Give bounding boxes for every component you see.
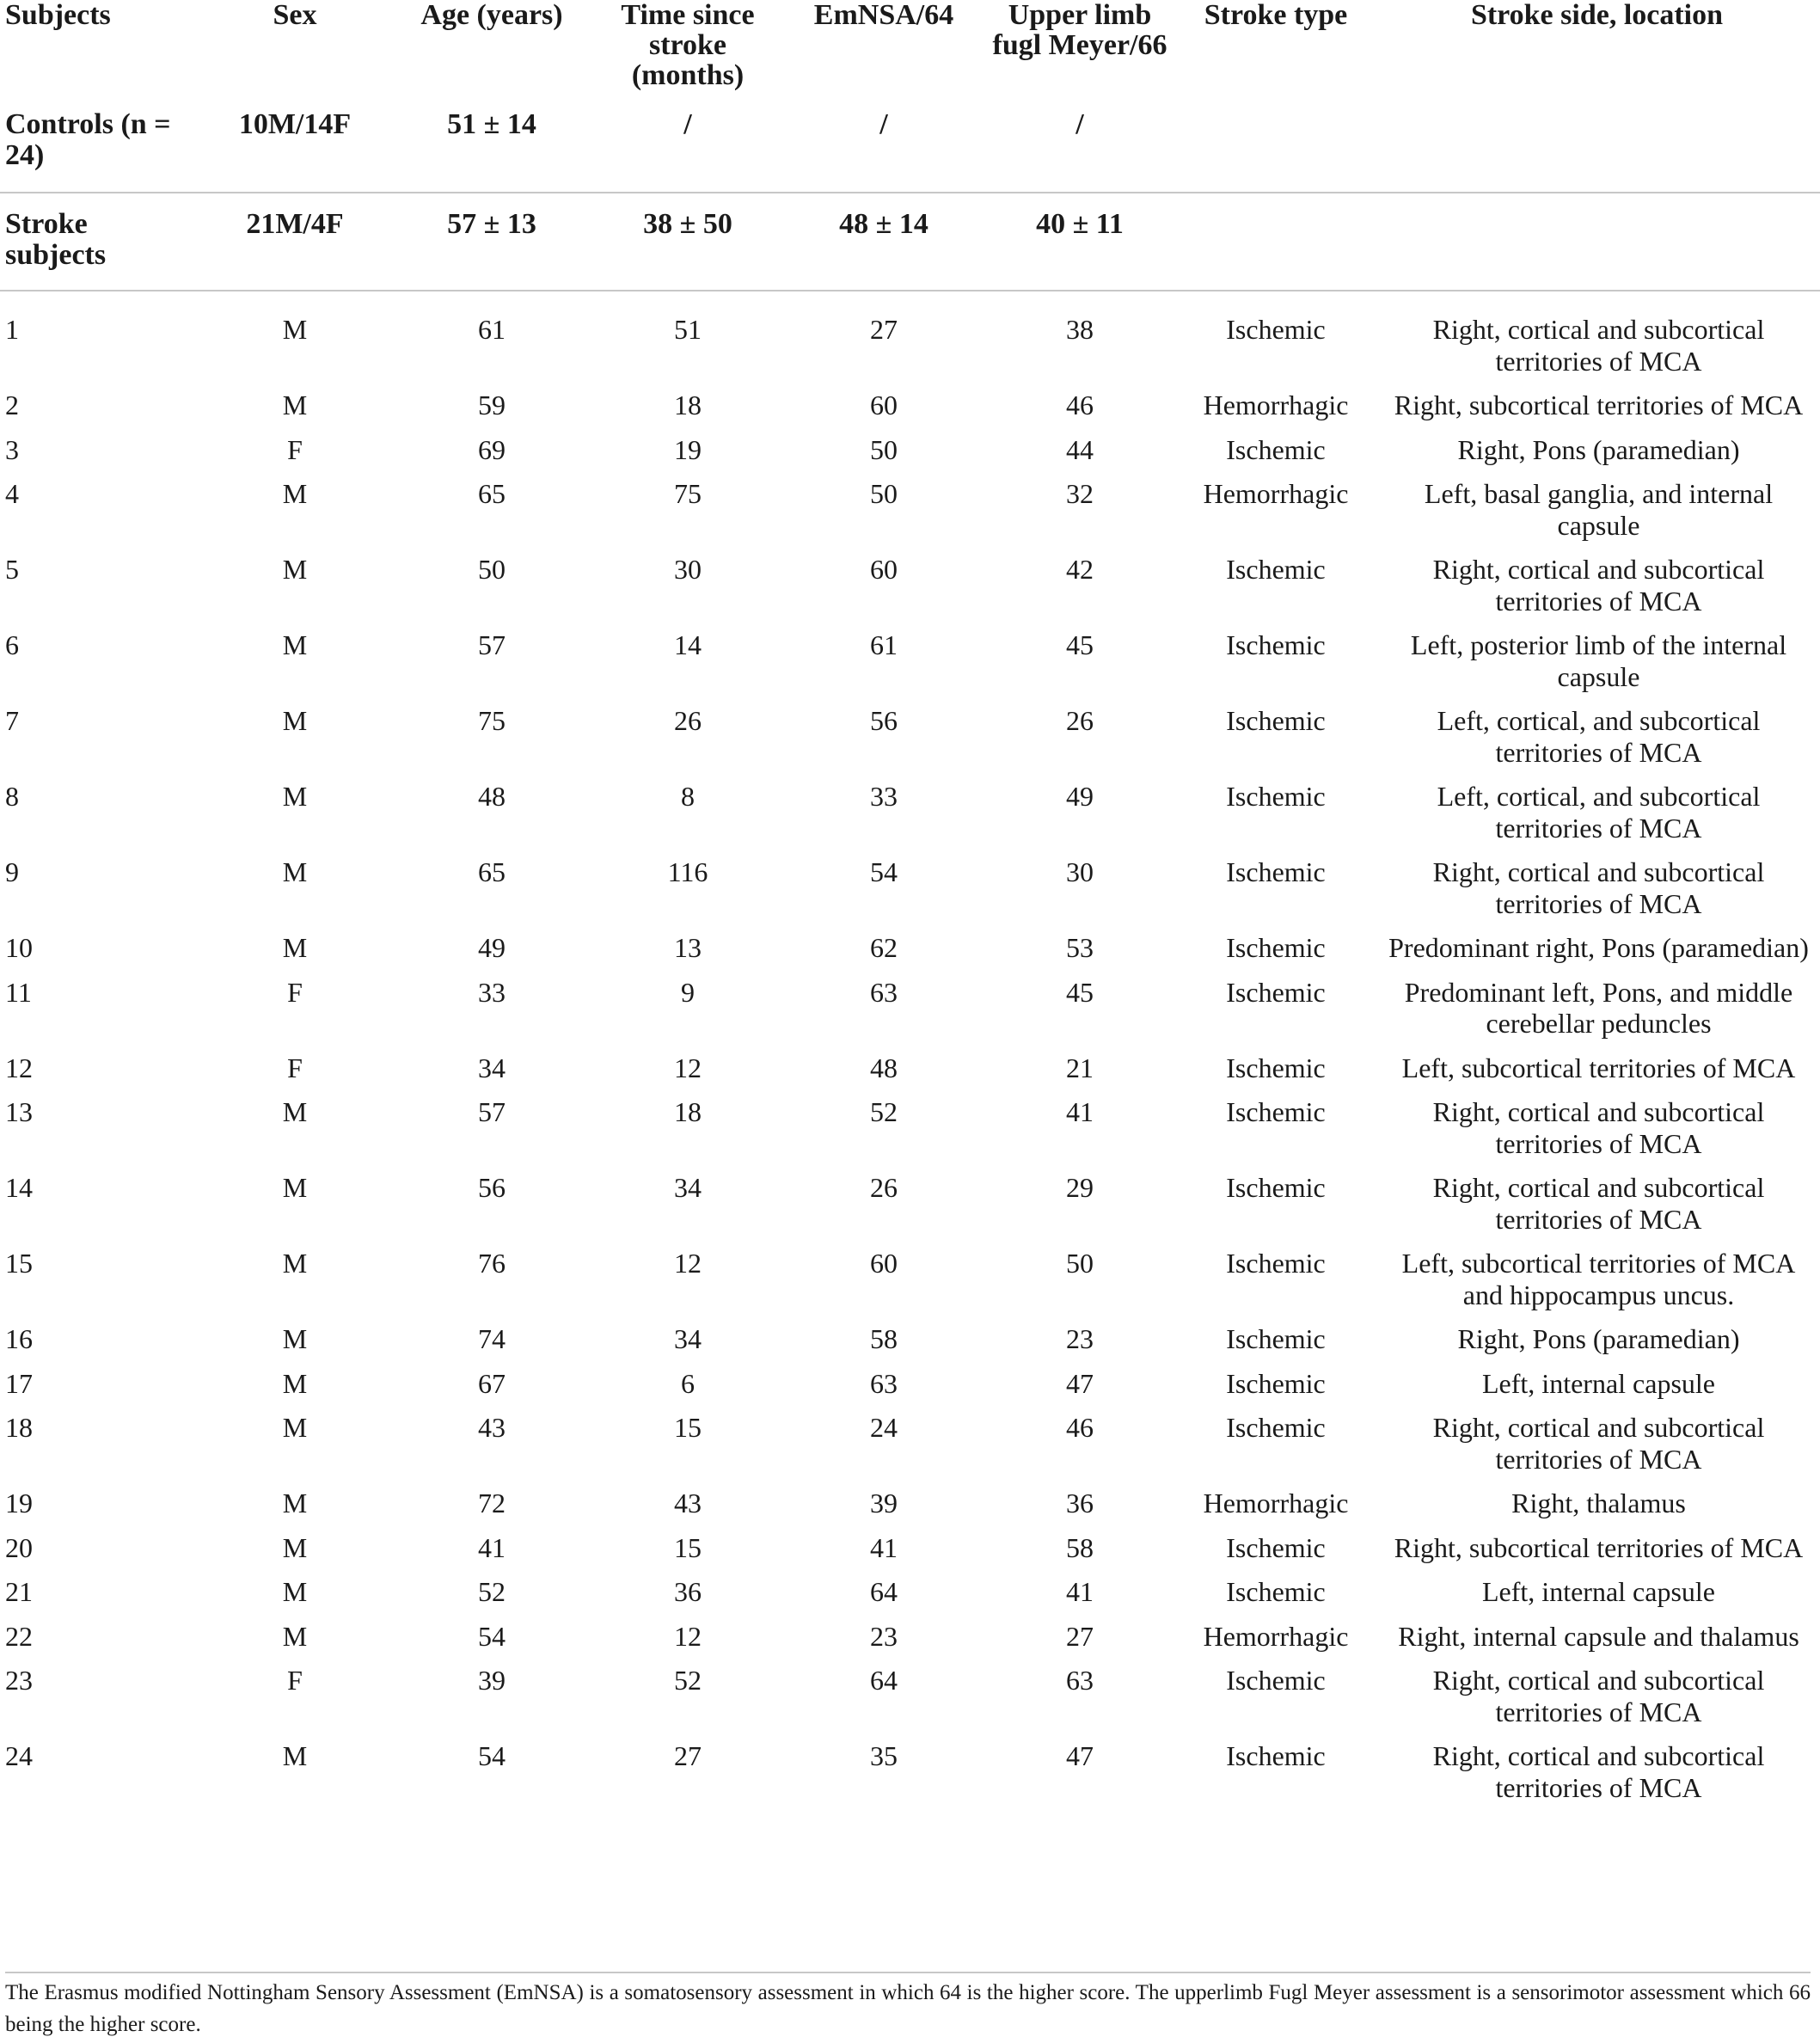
cell-subject: 21 — [5, 1576, 33, 1607]
table-row — [0, 856, 1820, 932]
cell-age: 56 — [478, 1172, 506, 1203]
controls-stroke-location — [1374, 97, 1820, 193]
cell-emnsa: 50 — [870, 478, 898, 509]
cell-sex: M — [282, 478, 308, 509]
cell-stroke-type: Ischemic — [1226, 932, 1326, 963]
cell-emnsa: 23 — [870, 1620, 898, 1652]
cell-stroke-type: Ischemic — [1226, 856, 1326, 887]
cell-age: 39 — [478, 1665, 506, 1696]
cell-subject: 4 — [5, 478, 19, 509]
cell-emnsa: 27 — [786, 291, 982, 390]
cell-emnsa: 54 — [870, 856, 898, 887]
cell-fugl-meyer: 45 — [1066, 976, 1094, 1008]
cell-sex: M — [282, 1740, 308, 1771]
cell-sex: F — [287, 1052, 303, 1083]
controls-fugl-meyer: / — [1075, 108, 1084, 140]
cell-subject: 23 — [5, 1665, 33, 1696]
cell-subject: 20 — [5, 1531, 33, 1563]
cell-sex: M — [282, 1367, 308, 1399]
controls-emnsa: / — [879, 108, 888, 140]
cell-time-since-stroke: 6 — [681, 1367, 695, 1399]
cell-stroke-location: Right, cortical and subcortical territories of MCA — [1432, 1172, 1765, 1235]
cell-subject: 16 — [5, 1323, 33, 1354]
cell-time-since-stroke: 27 — [674, 1740, 702, 1771]
cell-age: 75 — [478, 705, 506, 736]
cell-emnsa: 62 — [870, 932, 898, 963]
cell-stroke-location: Right, Pons (paramedian) — [1457, 1323, 1740, 1354]
cell-time-since-stroke: 18 — [674, 1096, 702, 1127]
summary-rows — [0, 97, 1820, 291]
cell-age: 54 — [478, 1740, 506, 1771]
table-row — [0, 977, 1820, 1052]
cell-fugl-meyer: 42 — [1066, 554, 1094, 585]
controls-age: 51 ± 14 — [447, 108, 536, 140]
table-header — [0, 0, 1820, 97]
cell-subject: 17 — [5, 1367, 33, 1399]
cell-stroke-location: Left, posterior limb of the internal capsule — [1410, 629, 1787, 692]
cell-time-since-stroke: 12 — [674, 1620, 702, 1652]
cell-stroke-location: Right, subcortical territories of MCA — [1394, 1531, 1804, 1563]
cell-stroke-location: Predominant left, Pons, and middle cerebellar peduncles — [1404, 976, 1793, 1039]
cell-emnsa: 24 — [870, 1412, 898, 1443]
cell-fugl-meyer: 46 — [1066, 1412, 1094, 1443]
cell-emnsa: 60 — [870, 554, 898, 585]
stroke-subjects-emnsa: 48 ± 14 — [786, 193, 982, 291]
controls-stroke-type — [1178, 97, 1374, 193]
cell-time-since-stroke: 14 — [674, 629, 702, 660]
cell-age: 57 — [478, 629, 506, 660]
stroke-subjects-stroke-location — [1374, 193, 1820, 291]
cell-stroke-location: Left, basal ganglia, and internal capsule — [1424, 478, 1774, 541]
cell-stroke-type: Ischemic — [1226, 1665, 1326, 1696]
cell-fugl-meyer: 41 — [1066, 1576, 1094, 1607]
stroke-subjects-fugl-meyer: 40 ± 11 — [982, 193, 1178, 291]
cell-stroke-type: Ischemic — [1226, 1172, 1326, 1203]
table-row — [0, 1740, 1820, 1820]
table-row — [0, 1665, 1820, 1740]
header-row — [0, 0, 1820, 97]
cell-emnsa: 48 — [870, 1052, 898, 1083]
cell-age: 59 — [478, 390, 506, 420]
cell-emnsa: 52 — [870, 1096, 898, 1127]
table-row — [0, 1052, 1820, 1097]
cell-sex: M — [282, 1412, 308, 1443]
table-row — [0, 705, 1820, 781]
cell-emnsa: 63 — [870, 976, 898, 1008]
header-age: Age (years) — [420, 0, 563, 31]
cell-stroke-location: Right, cortical and subcortical territories of MCA — [1432, 1412, 1765, 1475]
cell-fugl-meyer: 41 — [1066, 1096, 1094, 1127]
cell-stroke-location: Left, cortical, and subcortical territories of MCA — [1437, 781, 1761, 844]
cell-age: 74 — [478, 1323, 506, 1354]
cell-stroke-location: Right, cortical and subcortical territories of MCA — [1432, 1740, 1765, 1803]
cell-fugl-meyer: 53 — [1066, 932, 1094, 963]
subject-rows — [0, 291, 1820, 1820]
table-row — [0, 629, 1820, 705]
cell-stroke-location: Right, subcortical territories of MCA — [1394, 390, 1804, 420]
cell-fugl-meyer: 27 — [1066, 1620, 1094, 1652]
cell-stroke-location: Right, cortical and subcortical territories of MCA — [1432, 554, 1765, 617]
cell-emnsa: 33 — [870, 781, 898, 812]
cell-emnsa: 41 — [870, 1531, 898, 1563]
cell-sex: M — [282, 1248, 308, 1279]
cell-time-since-stroke: 34 — [674, 1172, 702, 1203]
cell-stroke-type: Ischemic — [1178, 291, 1374, 390]
cell-time-since-stroke: 75 — [674, 478, 702, 509]
cell-time-since-stroke: 43 — [674, 1488, 702, 1518]
cell-stroke-location: Left, subcortical territories of MCA and hippocampus uncus. — [1401, 1248, 1796, 1310]
cell-stroke-type: Ischemic — [1226, 629, 1326, 660]
cell-stroke-location: Left, internal capsule — [1482, 1367, 1715, 1399]
cell-age: 49 — [478, 932, 506, 963]
cell-stroke-location: Predominant right, Pons (paramedian) — [1388, 932, 1809, 963]
stroke-subjects-row — [0, 193, 1820, 291]
cell-emnsa: 63 — [870, 1367, 898, 1399]
cell-fugl-meyer: 23 — [1066, 1323, 1094, 1354]
cell-subject: 6 — [5, 629, 19, 660]
cell-sex: F — [287, 1665, 303, 1696]
table-row — [0, 390, 1820, 434]
table-row — [0, 1621, 1820, 1666]
table-row — [0, 1576, 1820, 1621]
table-row — [0, 1368, 1820, 1413]
cell-stroke-type: Ischemic — [1226, 1412, 1326, 1443]
cell-subject: 9 — [5, 856, 19, 887]
table-row — [0, 434, 1820, 479]
cell-stroke-type: Ischemic — [1226, 1740, 1326, 1771]
cell-subject: 12 — [5, 1052, 33, 1083]
cell-sex: M — [282, 932, 308, 963]
header-stroke-type: Stroke type — [1204, 0, 1348, 31]
cell-subject: 3 — [5, 433, 19, 465]
table-row — [0, 1172, 1820, 1248]
cell-time-since-stroke: 30 — [674, 554, 702, 585]
cell-time-since-stroke: 12 — [674, 1248, 702, 1279]
table-row — [0, 1412, 1820, 1488]
cell-time-since-stroke: 52 — [674, 1665, 702, 1696]
cell-age: 52 — [478, 1576, 506, 1607]
cell-stroke-type: Hemorrhagic — [1203, 390, 1349, 420]
table-row — [0, 1323, 1820, 1368]
cell-emnsa: 60 — [870, 390, 898, 420]
controls-time-since-stroke: / — [683, 108, 692, 140]
cell-subject: 19 — [5, 1488, 33, 1518]
table-row — [0, 291, 1820, 390]
header-subject: Subjects — [5, 0, 111, 31]
cell-stroke-type: Hemorrhagic — [1203, 1488, 1349, 1518]
table-row — [0, 478, 1820, 554]
controls-subject: Controls (n = 24) — [5, 108, 171, 171]
controls-row — [0, 97, 1820, 193]
cell-age: 72 — [478, 1488, 506, 1518]
cell-stroke-type: Ischemic — [1226, 1576, 1326, 1607]
cell-subject: 22 — [5, 1620, 33, 1652]
cell-emnsa: 64 — [870, 1665, 898, 1696]
cell-sex: M — [282, 1172, 308, 1203]
cell-age: 65 — [478, 856, 506, 887]
cell-time-since-stroke: 9 — [681, 976, 695, 1008]
cell-subject: 13 — [5, 1096, 33, 1127]
cell-sex: M — [282, 1576, 308, 1607]
cell-age: 41 — [478, 1531, 506, 1563]
cell-age: 67 — [478, 1367, 506, 1399]
cell-time-since-stroke: 8 — [681, 781, 695, 812]
cell-stroke-location: Left, subcortical territories of MCA — [1401, 1052, 1796, 1083]
cell-emnsa: 61 — [870, 629, 898, 660]
stroke-subjects-age: 57 ± 13 — [394, 193, 590, 291]
cell-emnsa: 56 — [870, 705, 898, 736]
cell-emnsa: 35 — [870, 1740, 898, 1771]
table-row — [0, 1096, 1820, 1172]
cell-stroke-type: Hemorrhagic — [1203, 478, 1349, 509]
cell-stroke-location: Right, cortical and subcortical territories of MCA — [1432, 856, 1765, 919]
cell-stroke-location: Right, Pons (paramedian) — [1457, 433, 1740, 465]
cell-age: 48 — [478, 781, 506, 812]
cell-age: 65 — [478, 478, 506, 509]
cell-age: 43 — [478, 1412, 506, 1443]
cell-emnsa: 64 — [870, 1576, 898, 1607]
cell-sex: M — [282, 1323, 308, 1354]
table-row — [0, 932, 1820, 977]
cell-sex: F — [287, 433, 303, 465]
cell-stroke-type: Ischemic — [1226, 1052, 1326, 1083]
cell-stroke-location: Right, cortical and subcortical territories of MCA — [1374, 291, 1820, 390]
header-time-since-stroke: Time since stroke (months) — [621, 0, 755, 91]
cell-sex: M — [282, 781, 308, 812]
cell-subject: 24 — [5, 1740, 33, 1771]
cell-subject: 18 — [5, 1412, 33, 1443]
cell-subject: 14 — [5, 1172, 33, 1203]
cell-subject: 7 — [5, 705, 19, 736]
cell-fugl-meyer: 26 — [1066, 705, 1094, 736]
cell-subject: 5 — [5, 554, 19, 585]
cell-fugl-meyer: 32 — [1066, 478, 1094, 509]
cell-fugl-meyer: 46 — [1066, 390, 1094, 420]
cell-age: 76 — [478, 1248, 506, 1279]
cell-age: 54 — [478, 1620, 506, 1652]
cell-age: 57 — [478, 1096, 506, 1127]
cell-stroke-location: Right, cortical and subcortical territories of MCA — [1432, 1096, 1765, 1159]
cell-sex: F — [287, 976, 303, 1008]
header-fugl-meyer: Upper limb fugl Meyer/66 — [992, 0, 1167, 61]
cell-stroke-type: Ischemic — [1226, 554, 1326, 585]
cell-fugl-meyer: 44 — [1066, 433, 1094, 465]
cell-emnsa: 39 — [870, 1488, 898, 1518]
cell-stroke-type: Ischemic — [1226, 1248, 1326, 1279]
cell-stroke-type: Ischemic — [1226, 433, 1326, 465]
cell-fugl-meyer: 63 — [1066, 1665, 1094, 1696]
cell-stroke-location: Right, internal capsule and thalamus — [1398, 1620, 1799, 1652]
controls-sex: 10M/14F — [238, 108, 352, 140]
cell-time-since-stroke: 15 — [674, 1531, 702, 1563]
cell-emnsa: 50 — [870, 433, 898, 465]
table-row — [0, 1488, 1820, 1532]
table-row — [0, 554, 1820, 629]
cell-sex: M — [282, 1620, 308, 1652]
cell-fugl-meyer: 30 — [1066, 856, 1094, 887]
cell-stroke-type: Ischemic — [1226, 1531, 1326, 1563]
cell-sex: M — [282, 1531, 308, 1563]
cell-emnsa: 58 — [870, 1323, 898, 1354]
cell-fugl-meyer: 21 — [1066, 1052, 1094, 1083]
cell-fugl-meyer: 50 — [1066, 1248, 1094, 1279]
cell-emnsa: 60 — [870, 1248, 898, 1279]
table-row — [0, 1248, 1820, 1323]
cell-time-since-stroke: 26 — [674, 705, 702, 736]
cell-stroke-type: Ischemic — [1226, 705, 1326, 736]
cell-sex: M — [282, 705, 308, 736]
cell-fugl-meyer: 38 — [982, 291, 1178, 390]
cell-fugl-meyer: 45 — [1066, 629, 1094, 660]
cell-emnsa: 26 — [870, 1172, 898, 1203]
cell-stroke-type: Ischemic — [1226, 781, 1326, 812]
table-footnote: The Erasmus modified Nottingham Sensory Assessment (EmNSA) is a somatosensory assessment in which 64 is the higher score. The upperlimb Fugl Meyer assessment is a sensorimotor assessment which 66 being the higher score. — [5, 1972, 1811, 2040]
cell-fugl-meyer: 36 — [1066, 1488, 1094, 1518]
cell-sex: M — [282, 1096, 308, 1127]
cell-fugl-meyer: 49 — [1066, 781, 1094, 812]
cell-subject: 10 — [5, 932, 33, 963]
cell-sex: M — [196, 291, 394, 390]
cell-stroke-type: Hemorrhagic — [1203, 1620, 1349, 1652]
cell-subject: 2 — [5, 390, 19, 420]
cell-time-since-stroke: 12 — [674, 1052, 702, 1083]
cell-fugl-meyer: 47 — [1066, 1367, 1094, 1399]
cell-age: 34 — [478, 1052, 506, 1083]
cell-age: 61 — [394, 291, 590, 390]
cell-time-since-stroke: 13 — [674, 932, 702, 963]
header-stroke-location: Stroke side, location — [1470, 0, 1724, 31]
cell-subject: 15 — [5, 1248, 33, 1279]
cell-subject: 11 — [5, 976, 32, 1008]
cell-subject: 1 — [0, 291, 196, 390]
cell-time-since-stroke: 36 — [674, 1576, 702, 1607]
cell-stroke-location: Right, cortical and subcortical territories of MCA — [1432, 1665, 1765, 1727]
cell-stroke-location: Left, internal capsule — [1482, 1576, 1715, 1607]
cell-stroke-location: Right, thalamus — [1511, 1488, 1686, 1518]
cell-sex: M — [282, 629, 308, 660]
header-sex: Sex — [273, 0, 317, 31]
cell-fugl-meyer: 47 — [1066, 1740, 1094, 1771]
cell-sex: M — [282, 390, 308, 420]
table-row — [0, 781, 1820, 856]
table-row — [0, 1532, 1820, 1577]
cell-fugl-meyer: 29 — [1066, 1172, 1094, 1203]
cell-age: 33 — [478, 976, 506, 1008]
cell-stroke-location: Left, cortical, and subcortical territories of MCA — [1437, 705, 1761, 768]
cell-sex: M — [282, 554, 308, 585]
stroke-subjects-stroke-type — [1178, 193, 1374, 291]
cell-age: 69 — [478, 433, 506, 465]
cell-subject: 8 — [5, 781, 19, 812]
cell-time-since-stroke: 19 — [674, 433, 702, 465]
header-emnsa: EmNSA/64 — [813, 0, 954, 31]
cell-time-since-stroke: 116 — [667, 856, 708, 887]
stroke-subjects-time-since-stroke: 38 ± 50 — [590, 193, 786, 291]
stroke-subjects-subject: Stroke subjects — [0, 193, 196, 291]
cell-time-since-stroke: 34 — [674, 1323, 702, 1354]
cell-time-since-stroke: 51 — [590, 291, 786, 390]
cell-time-since-stroke: 18 — [674, 390, 702, 420]
cell-stroke-type: Ischemic — [1226, 1323, 1326, 1354]
cell-stroke-type: Ischemic — [1226, 1367, 1326, 1399]
cell-stroke-type: Ischemic — [1226, 1096, 1326, 1127]
cell-stroke-type: Ischemic — [1226, 976, 1326, 1008]
cell-age: 50 — [478, 554, 506, 585]
cell-sex: M — [282, 856, 308, 887]
stroke-subjects-sex: 21M/4F — [196, 193, 394, 291]
cell-time-since-stroke: 15 — [674, 1412, 702, 1443]
cell-fugl-meyer: 58 — [1066, 1531, 1094, 1563]
cell-sex: M — [282, 1488, 308, 1518]
